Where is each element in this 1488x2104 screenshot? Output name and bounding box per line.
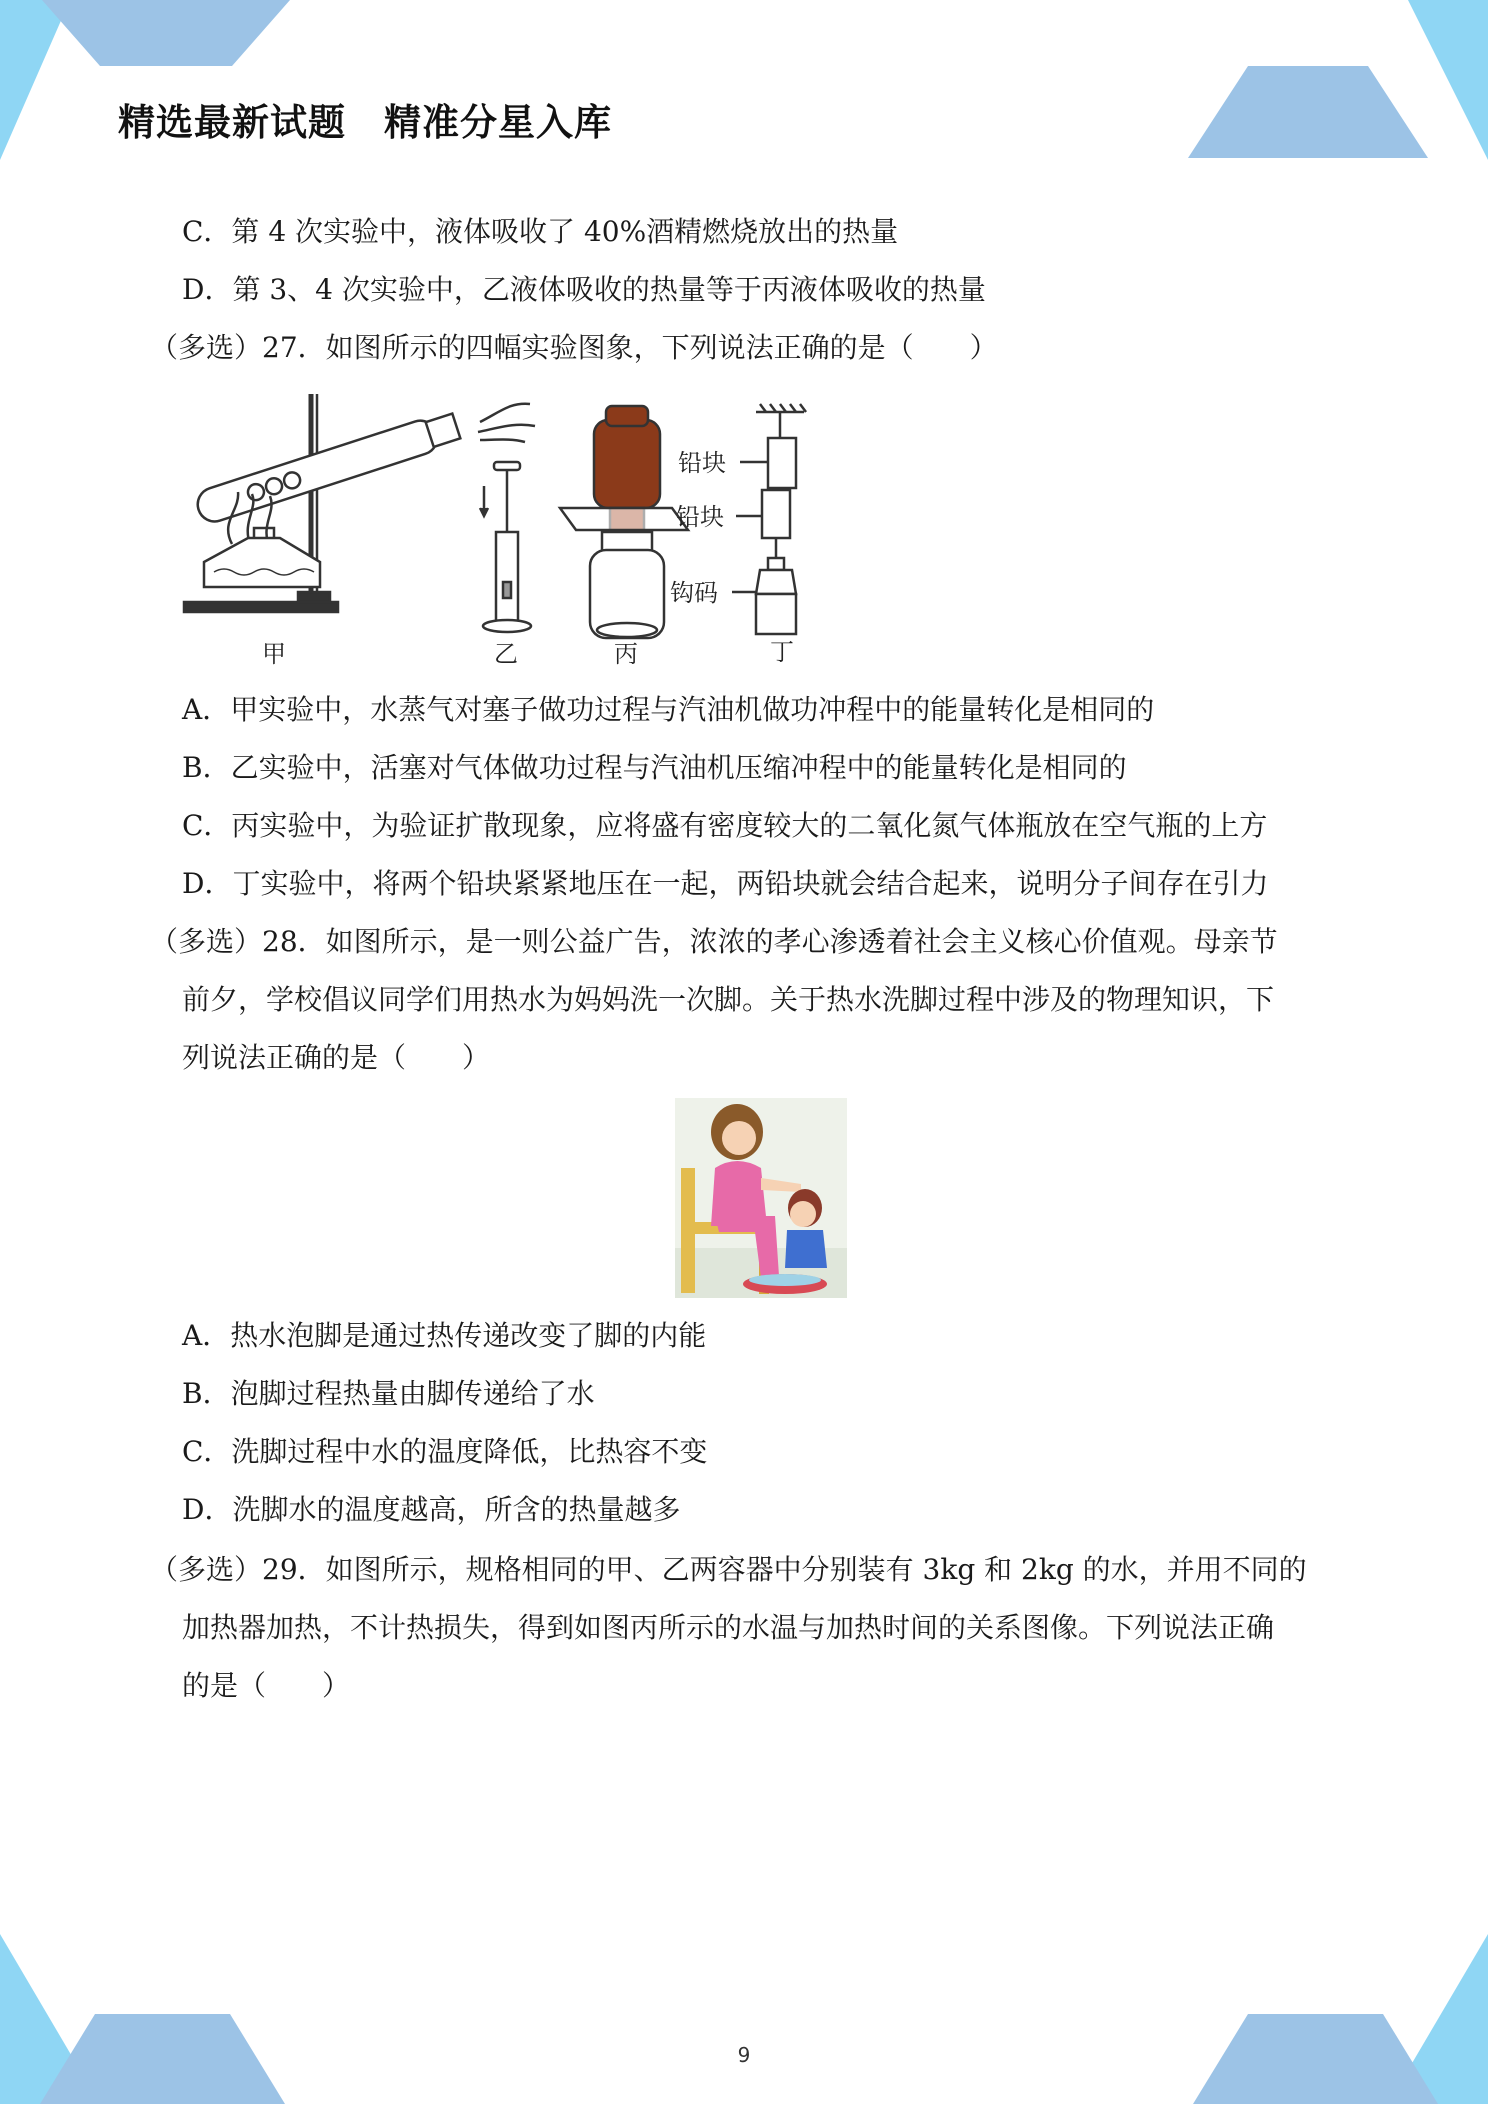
- q28-option-b: B．泡脚过程热量由脚传递给了水: [182, 1377, 595, 1410]
- top-right-decoration: [1158, 0, 1488, 165]
- q28-stem-line-2: 前夕，学校倡议同学们用热水为妈妈洗一次脚。关于热水洗脚过程中涉及的物理知识，下: [182, 983, 1275, 1016]
- q27-option-d: D．丁实验中，将两个铅块紧紧地压在一起，两铅块就会结合起来，说明分子间存在引力: [182, 867, 1269, 900]
- deco-trapezoid-blue: [42, 0, 290, 66]
- header-title: 精选最新试题 精准分星入库: [118, 101, 612, 144]
- deco-triangle-cyan: [0, 1934, 100, 2104]
- q29-stem-line-1: （多选）29．如图所示，规格相同的甲、乙两容器中分别装有 3kg 和 2kg 的水，并用不同的: [150, 1553, 1307, 1586]
- q28-stem-line-3: 列说法正确的是（ ）: [182, 1041, 491, 1074]
- figure-yi-pump: [480, 462, 531, 632]
- figure-jia-apparatus: [184, 394, 535, 612]
- q29-stem-line-3: 的是（ ）: [182, 1669, 351, 1702]
- q27-option-c: C．丙实验中，为验证扩散现象，应将盛有密度较大的二氧化氮气体瓶放在空气瓶的上方: [182, 809, 1268, 842]
- deco-triangle-cyan: [0, 0, 70, 160]
- q28-option-d: D．洗脚水的温度越高，所含的热量越多: [182, 1493, 681, 1526]
- ding-label-weight: 钩码: [670, 579, 718, 607]
- page-number: 9: [737, 2043, 751, 2067]
- figure-label-yi: 乙: [494, 640, 518, 668]
- figure-ding-lead-blocks: [732, 404, 806, 634]
- q27-figure: [180, 382, 900, 672]
- figure-label-bing: 丙: [614, 640, 638, 668]
- q28-illustration: [675, 1098, 847, 1298]
- deco-triangle-cyan: [1408, 0, 1488, 160]
- bottom-left-decoration: [0, 1934, 300, 2104]
- deco-trapezoid-blue: [1188, 66, 1428, 158]
- q28-option-a: A．热水泡脚是通过热传递改变了脚的内能: [182, 1319, 707, 1352]
- q29-stem-line-2: 加热器加热，不计热损失，得到如图丙所示的水温与加热时间的关系图像。下列说法正确: [182, 1611, 1275, 1644]
- figure-label-jia: 甲: [262, 640, 286, 668]
- q27-option-a: A．甲实验中，水蒸气对塞子做功过程与汽油机做功冲程中的能量转化是相同的: [182, 693, 1155, 726]
- q26-option-c: C．第 4 次实验中，液体吸收了 40%酒精燃烧放出的热量: [182, 215, 899, 248]
- ding-label-lead-1: 铅块: [678, 449, 726, 477]
- q28-option-c: C．洗脚过程中水的温度降低，比热容不变: [182, 1435, 708, 1468]
- q27-stem: （多选）27．如图所示的四幅实验图象，下列说法正确的是（ ）: [150, 331, 998, 364]
- figure-bing-bottles: [560, 406, 688, 638]
- q27-option-b: B．乙实验中，活塞对气体做功过程与汽油机压缩冲程中的能量转化是相同的: [182, 751, 1127, 784]
- q26-option-d: D．第 3、4 次实验中，乙液体吸收的热量等于丙液体吸收的热量: [182, 273, 986, 306]
- figure-label-ding: 丁: [770, 638, 794, 666]
- deco-triangle-cyan: [1388, 1934, 1488, 2104]
- bottom-right-decoration: [1158, 1934, 1488, 2104]
- ding-label-lead-2: 铅块: [676, 503, 724, 531]
- q28-stem-line-1: （多选）28．如图所示，是一则公益广告，浓浓的孝心渗透着社会主义核心价值观。母亲节: [150, 925, 1278, 958]
